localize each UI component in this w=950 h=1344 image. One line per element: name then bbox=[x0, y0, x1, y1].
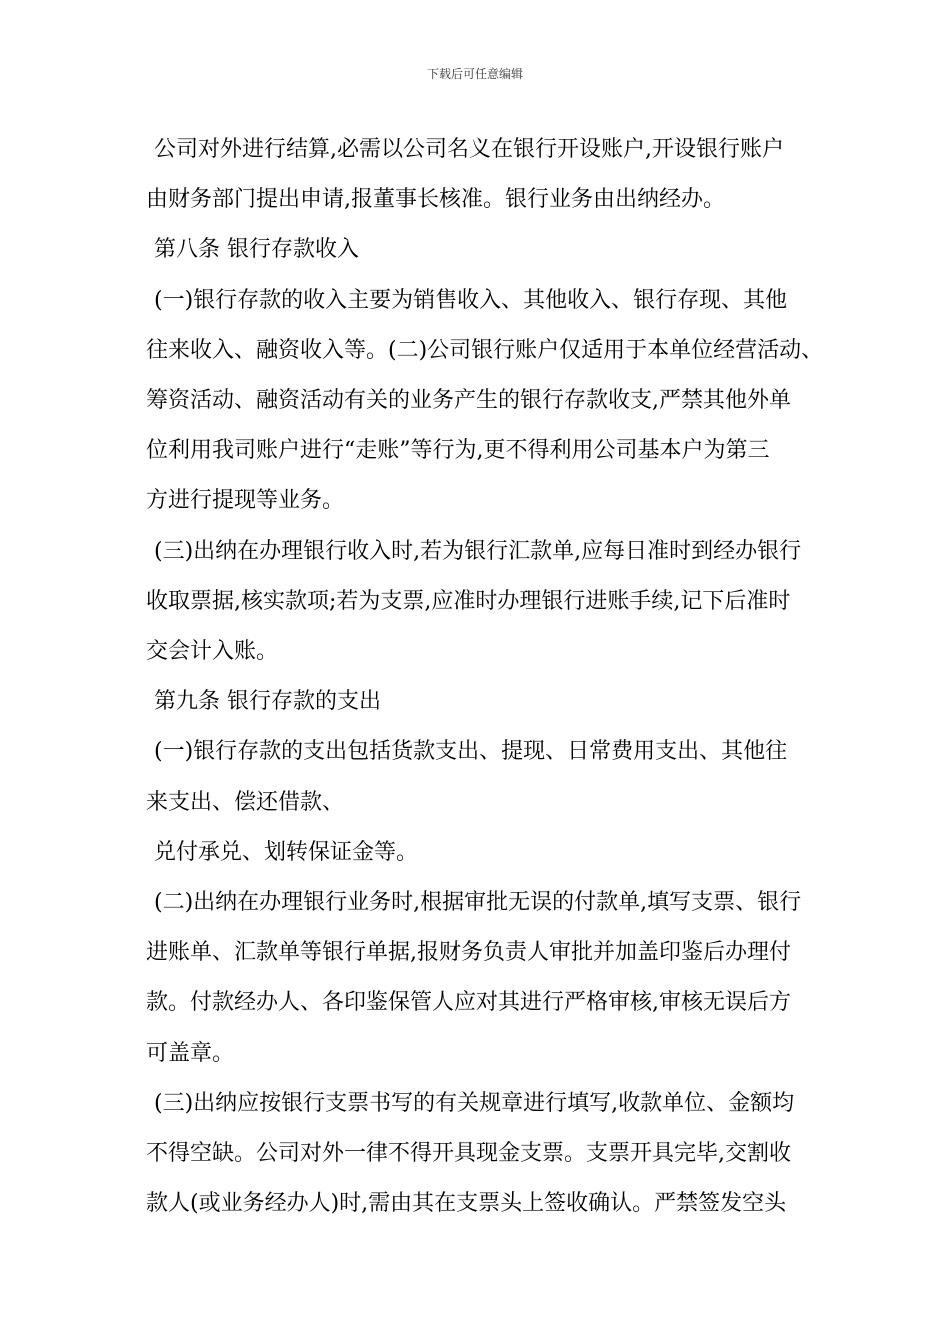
paragraph-line: 位利用我司账户进行“走账”等行为,更不得利用公司基本户为第三 bbox=[146, 438, 770, 464]
paragraph-line: 款。付款经办人、各印鉴保管人应对其进行严格审核,审核无误后方 bbox=[146, 990, 791, 1016]
paragraph-line: 不得空缺。公司对外一律不得开具现金支票。支票开具完毕,交割收 bbox=[146, 1141, 791, 1166]
paragraph-line: 第八条 银行存款收入 bbox=[154, 237, 359, 263]
paragraph-line: 第九条 银行存款的支出 bbox=[154, 689, 381, 715]
page-header-note: 下载后可任意编辑 bbox=[426, 67, 523, 81]
paragraph-line: 来支出、偿还借款、 bbox=[146, 789, 345, 815]
paragraph-line: 筹资活动、融资活动有关的业务产生的银行存款收支,严禁其他外单 bbox=[146, 388, 791, 413]
paragraph-line: 由财务部门提出申请,报董事长核准。银行业务由出纳经办。 bbox=[146, 187, 725, 213]
paragraph-line: (二)出纳在办理银行业务时,根据审批无误的付款单,填写支票、银行 bbox=[154, 890, 802, 915]
paragraph-line: (三)出纳在办理银行收入时,若为银行汇款单,应每日准时到经办银行 bbox=[154, 538, 802, 564]
paragraph-line: (三)出纳应按银行支票书写的有关规章进行填写,收款单位、金额均 bbox=[154, 1090, 795, 1116]
paragraph-line: 进账单、汇款单等银行单据,报财务负责人审批并加盖印鉴后办理付 bbox=[146, 940, 791, 966]
paragraph-line: 往来收入、融资收入等。(二)公司银行账户仅适用于本单位经营活动、 bbox=[146, 337, 824, 363]
paragraph-line: 收取票据,核实款项;若为支票,应准时办理银行进账手续,记下后准时 bbox=[146, 588, 791, 614]
paragraph-line: 可盖章。 bbox=[146, 1040, 235, 1066]
paragraph-line: 方进行提现等业务。 bbox=[146, 488, 345, 514]
paragraph-line: 款人(或业务经办人)时,需由其在支票头上签收确认。严禁签发空头 bbox=[146, 1191, 787, 1217]
paragraph-line: (一)银行存款的支出包括货款支出、提现、日常费用支出、其他往 bbox=[154, 739, 788, 765]
paragraph-line: (一)银行存款的收入主要为销售收入、其他收入、银行存现、其他 bbox=[154, 287, 788, 313]
paragraph-line: 公司对外进行结算,必需以公司名义在银行开设账户,开设银行账户 bbox=[154, 137, 784, 162]
paragraph-line: 兑付承兑、划转保证金等。 bbox=[154, 839, 419, 865]
paragraph-line: 交会计入账。 bbox=[146, 639, 279, 664]
